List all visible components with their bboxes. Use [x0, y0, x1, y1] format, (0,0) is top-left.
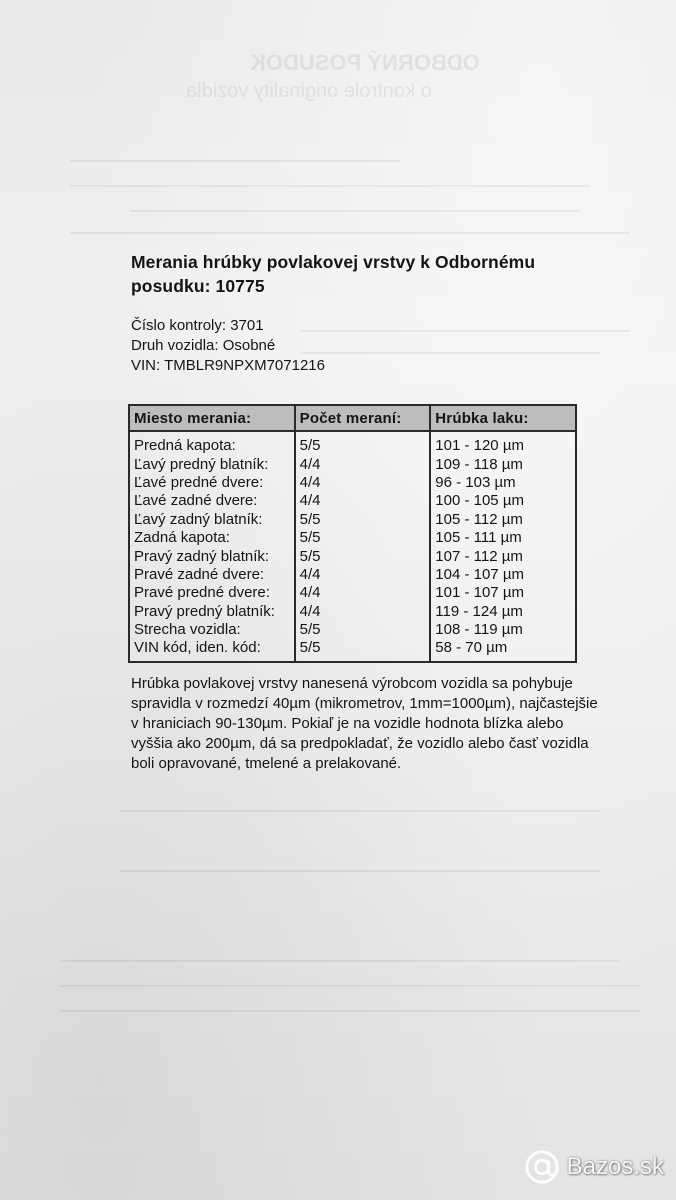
cell-location: Predná kapota:: [129, 431, 295, 455]
cell-thickness: 105 - 111 µm: [430, 529, 576, 547]
table-row: [129, 431, 576, 455]
cell-location: VIN kód, iden. kód:: [129, 639, 295, 661]
cell-count: 4/4: [295, 603, 431, 621]
cell-thickness: 108 - 119 µm: [430, 621, 576, 639]
cell-thickness: 96 - 103 µm: [430, 474, 576, 492]
cell-count: 4/4: [295, 584, 431, 602]
cell-count: 5/5: [295, 621, 431, 639]
cell-location: Pravé zadné dvere:: [129, 566, 295, 584]
show-through-heading-2: o kontrole originality vozidla: [186, 80, 432, 102]
table-row: [129, 584, 576, 602]
cell-count: 5/5: [295, 431, 431, 455]
cell-count: 5/5: [295, 547, 431, 565]
column-header-thickness: Hrúbka laku:: [430, 405, 576, 431]
table-row: [129, 547, 576, 565]
table-row: [129, 511, 576, 529]
bazos-logo-icon: [523, 1148, 561, 1186]
show-through-line: [120, 810, 600, 812]
show-through-line: [70, 185, 590, 187]
cell-count: 5/5: [295, 511, 431, 529]
table-row: [129, 639, 576, 661]
cell-location: Pravý zadný blatník:: [129, 547, 295, 565]
inspection-number: Číslo kontroly: 3701: [131, 317, 264, 334]
show-through-line: [130, 210, 580, 212]
table-row: [129, 603, 576, 621]
table-header-row: [129, 405, 576, 431]
vin-number: VIN: TMBLR9NPXM7071216: [131, 357, 325, 374]
cell-count: 4/4: [295, 492, 431, 510]
cell-location: Zadná kapota:: [129, 529, 295, 547]
show-through-line: [60, 985, 640, 987]
bazos-watermark: [523, 1148, 664, 1186]
table-row: [129, 621, 576, 639]
column-header-count: Počet meraní:: [295, 405, 431, 431]
document-title: Merania hrúbky povlakovej vrstvy k Odbornému posudku: 10775: [131, 252, 536, 296]
show-through-line: [120, 870, 600, 872]
show-through-line: [70, 160, 400, 162]
cell-location: Ľavé predné dvere:: [129, 474, 295, 492]
cell-count: 4/4: [295, 455, 431, 473]
table-row: [129, 455, 576, 473]
table-row: [129, 492, 576, 510]
cell-thickness: 105 - 112 µm: [430, 511, 576, 529]
vehicle-type: Druh vozidla: Osobné: [131, 337, 276, 354]
cell-location: Ľavý predný blatník:: [129, 455, 295, 473]
cell-thickness: 109 - 118 µm: [430, 455, 576, 473]
cell-location: Pravý predný blatník:: [129, 603, 295, 621]
cell-count: 4/4: [295, 474, 431, 492]
table-row: [129, 566, 576, 584]
cell-location: Ľavý zadný blatník:: [129, 511, 295, 529]
table-row: [129, 474, 576, 492]
cell-thickness: 100 - 105 µm: [430, 492, 576, 510]
cell-thickness: 104 - 107 µm: [430, 566, 576, 584]
cell-thickness: 107 - 112 µm: [430, 547, 576, 565]
cell-location: Pravé predné dvere:: [129, 584, 295, 602]
cell-thickness: 119 - 124 µm: [430, 603, 576, 621]
watermark-text: Bazos.sk: [566, 1153, 664, 1180]
cell-location: Ľavé zadné dvere:: [129, 492, 295, 510]
cell-count: 5/5: [295, 529, 431, 547]
measurement-table: [128, 404, 577, 663]
inspection-meta: [131, 316, 601, 376]
show-through-line: [60, 960, 620, 962]
cell-location: Strecha vozidla:: [129, 621, 295, 639]
cell-count: 5/5: [295, 639, 431, 661]
cell-thickness: 58 - 70 µm: [430, 639, 576, 661]
column-header-location: Miesto merania:: [129, 405, 295, 431]
show-through-line: [60, 1010, 640, 1012]
explanatory-note: Hrúbka povlakovej vrstvy nanesená výrobcom vozidla sa pohybuje spravidla v rozmedzí 40µm (mikrometrov, 1mm=1000µm), najčastejšie v hraniciach 90-130µm. Pokiaľ je na vozidle hodnota blízka alebo vyššia ako 200µm, dá sa predpokladať, že vozidlo alebo časť vozidla boli opravované, tmelené a prelakované.: [131, 675, 598, 772]
show-through-line: [70, 232, 630, 234]
cell-thickness: 101 - 120 µm: [430, 431, 576, 455]
table-row: [129, 529, 576, 547]
document-header: [131, 250, 601, 376]
cell-thickness: 101 - 107 µm: [430, 584, 576, 602]
show-through-heading-1: ODBORNÝ POSUDOK: [250, 50, 480, 75]
cell-count: 4/4: [295, 566, 431, 584]
